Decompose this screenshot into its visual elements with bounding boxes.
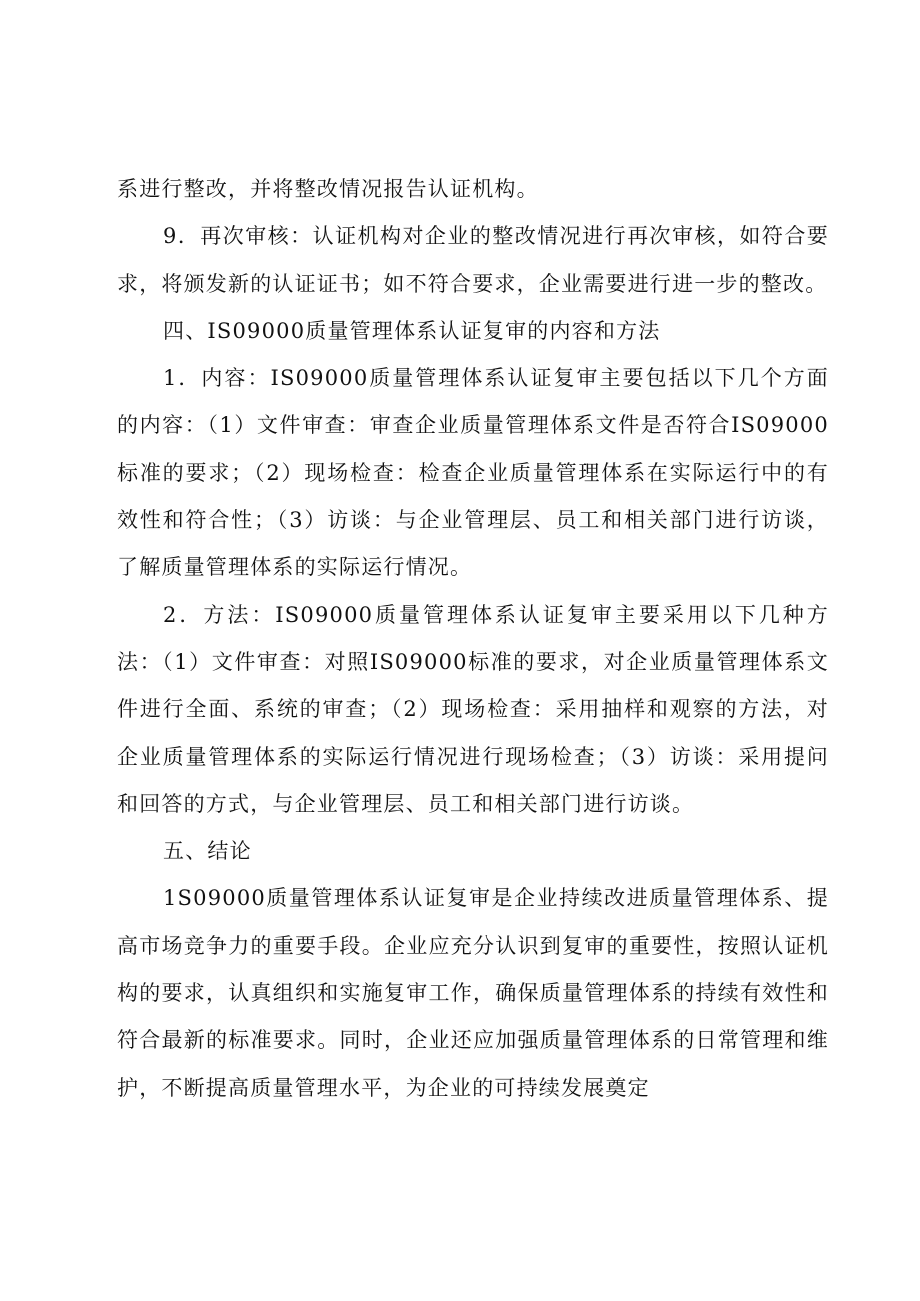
paragraph-item-9: 9．再次审核：认证机构对企业的整改情况进行再次审核，如符合要求，将颁发新的认证证书；如不符合要求，企业需要进行进一步的整改。 bbox=[117, 224, 829, 296]
paragraph-continuation: 系进行整改，并将整改情况报告认证机构。 bbox=[117, 177, 539, 201]
document-page bbox=[117, 166, 829, 1112]
section-heading-5: 五、结论 bbox=[163, 839, 252, 864]
paragraph-item-content: 1．内容：IS09000质量管理体系认证复审主要包括以下几个方面的内容：（1）文件审查：审查企业质量管理体系文件是否符合IS09000标准的要求；（2）现场检查：检查企业质量管理体系在实际运行中的有效性和符合性；（3）访谈：与企业管理层、员工和相关部门进行访谈，了解质量管理体系的实际运行情况。 bbox=[117, 366, 829, 580]
paragraph-conclusion: 1S09000质量管理体系认证复审是企业持续改进质量管理体系、提高市场竞争力的重要手段。企业应充分认识到复审的重要性，按照认证机构的要求，认真组织和实施复审工作，确保质量管理体系的持续有效性和符合最新的标准要求。同时，企业还应加强质量管理体系的日常管理和维护，不断提高质量管理水平，为企业的可持续发展奠定 bbox=[117, 886, 829, 1100]
paragraph-item-method: 2．方法：IS09000质量管理体系认证复审主要采用以下几种方法：（1）文件审查：对照IS09000标准的要求，对企业质量管理体系文件进行全面、系统的审查；（2）现场检查：采用抽样和观察的方法，对企业质量管理体系的实际运行情况进行现场检查；（3）访谈：采用提问和回答的方式，与企业管理层、员工和相关部门进行访谈。 bbox=[117, 602, 829, 816]
section-heading-4: 四、IS09000质量管理体系认证复审的内容和方法 bbox=[163, 318, 661, 343]
